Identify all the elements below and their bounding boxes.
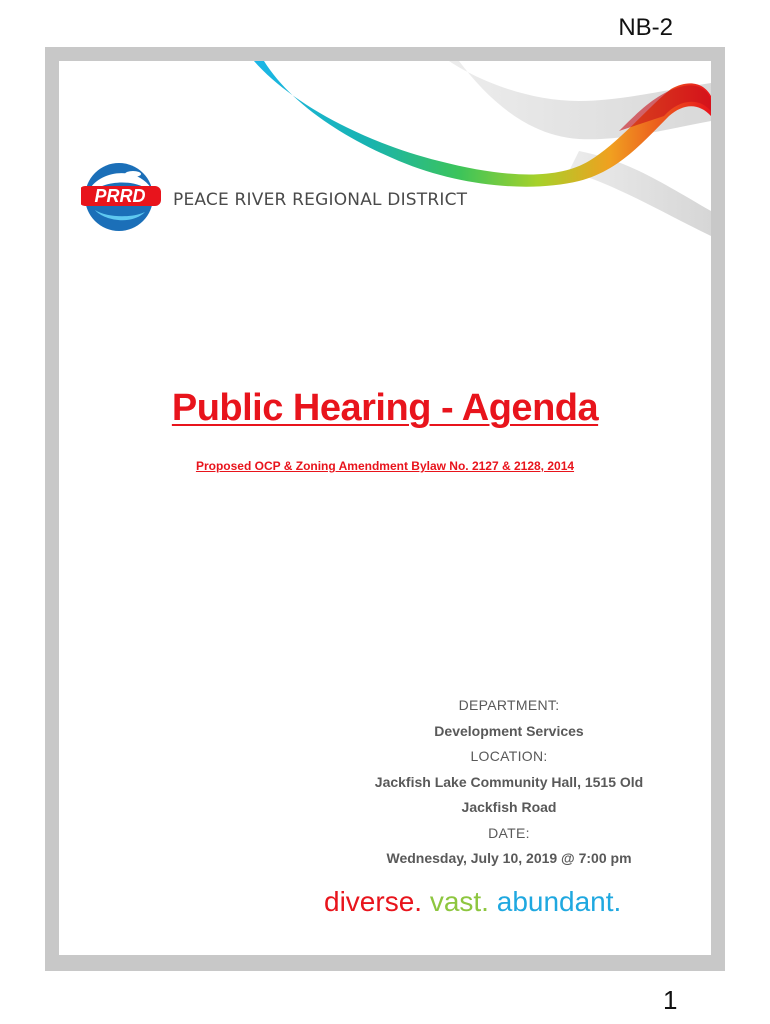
date-value: Wednesday, July 10, 2019 @ 7:00 pm: [386, 850, 632, 866]
date-label: DATE:: [488, 824, 530, 841]
cover-page: [59, 61, 711, 955]
meeting-details: [359, 693, 659, 872]
organization-name: PEACE RIVER REGIONAL DISTRICT: [173, 190, 468, 210]
page-subtitle: Proposed OCP & Zoning Amendment Bylaw No. 2127 & 2128, 2014: [195, 459, 575, 473]
location-value-line2: Jackfish Road: [461, 799, 557, 815]
department-value: Development Services: [434, 722, 584, 739]
page-frame: [45, 47, 725, 971]
location-value-line1: Jackfish Lake Community Hall, 1515 Old: [374, 773, 644, 790]
tagline-vast: vast.: [429, 886, 489, 917]
document-code: NB-2: [618, 14, 673, 41]
page-title: Public Hearing - Agenda: [171, 387, 599, 429]
department-label: DEPARTMENT:: [458, 697, 560, 713]
logo-badge-text: PRRD: [94, 186, 146, 206]
tagline-diverse: diverse.: [324, 886, 423, 917]
prrd-logo-icon: [81, 160, 161, 234]
location-label: LOCATION:: [470, 748, 548, 764]
tagline-abundant: abundant.: [496, 886, 622, 917]
page-number: 1: [663, 985, 678, 1015]
prrd-logo: [81, 160, 161, 239]
tagline: [324, 886, 621, 918]
